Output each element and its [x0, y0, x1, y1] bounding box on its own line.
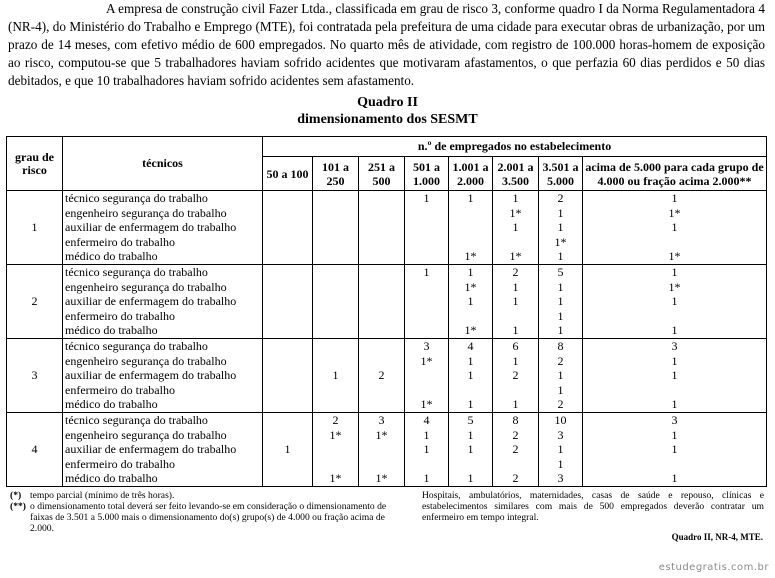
cell-value — [359, 383, 404, 398]
tecnico-label: médico do trabalho — [65, 249, 158, 264]
tecnico-label: auxiliar de enfermagem do trabalho — [65, 442, 237, 457]
cell-value — [359, 265, 404, 280]
value-cell — [263, 191, 313, 265]
cell-value: 1 — [671, 264, 678, 279]
cell-value: 1 — [467, 368, 474, 383]
cell-value — [405, 249, 448, 264]
cell-value: 1 — [671, 323, 678, 338]
cell-value — [449, 457, 492, 472]
cell-value: 5 — [467, 412, 474, 427]
cell-value: 1 — [557, 249, 564, 264]
cell-value — [263, 294, 312, 309]
cell-value: 1 — [284, 442, 291, 457]
cell-value — [263, 249, 312, 264]
cell-value — [263, 235, 312, 250]
value-cell — [263, 412, 313, 486]
cell-value: 1* — [464, 249, 477, 264]
tecnicos-cell — [63, 264, 263, 338]
cell-value: 2 — [512, 368, 519, 383]
quadro-subtitle: dimensionamento dos SESMT — [297, 112, 478, 127]
value-cell — [405, 264, 449, 338]
cell-value: 1 — [671, 427, 678, 442]
cell-value: 2 — [332, 412, 339, 427]
cell-value: 3 — [378, 412, 385, 427]
cell-value: 1* — [668, 205, 681, 220]
cell-value — [405, 323, 448, 338]
cell-value — [313, 397, 358, 412]
header-col-0: 50 a 100 — [263, 157, 313, 191]
tecnicos-cell — [63, 191, 263, 265]
header-grau: grau de risco — [7, 137, 63, 191]
cell-value: 3 — [557, 427, 564, 442]
cell-value — [263, 457, 312, 472]
cell-value — [263, 354, 312, 369]
cell-value — [493, 383, 538, 398]
cell-value — [493, 457, 538, 472]
tecnicos-cell — [63, 412, 263, 486]
tecnico-label: auxiliar de enfermagem do trabalho — [65, 294, 237, 309]
cell-value — [583, 457, 766, 472]
value-cell — [313, 191, 359, 265]
tecnico-label: técnico segurança do trabalho — [65, 338, 208, 353]
cell-value: 1* — [464, 279, 477, 294]
tecnico-label: enfermeiro do trabalho — [65, 308, 175, 323]
cell-value: 1 — [671, 220, 678, 235]
value-cell — [583, 338, 767, 412]
cell-value — [359, 220, 404, 235]
cell-value: 1 — [467, 191, 474, 205]
cell-value: 1 — [557, 382, 564, 397]
cell-value: 3 — [671, 412, 678, 427]
watermark: estudegratis.com.br — [658, 562, 769, 573]
cell-value — [359, 323, 404, 338]
cell-value: 1 — [467, 353, 474, 368]
tecnicos-cell — [63, 338, 263, 412]
tecnico-label: auxiliar de enfermagem do trabalho — [65, 368, 237, 383]
cell-value — [313, 191, 358, 206]
value-cell — [359, 264, 405, 338]
cell-value — [263, 339, 312, 354]
cell-value — [263, 265, 312, 280]
cell-value: 1 — [512, 279, 519, 294]
cell-value: 1 — [467, 397, 474, 412]
cell-value — [405, 309, 448, 324]
cell-value — [359, 249, 404, 264]
cell-value: 1* — [420, 353, 433, 368]
cell-value: 1 — [671, 442, 678, 457]
value-cell — [583, 264, 767, 338]
cell-value — [449, 220, 492, 235]
cell-value: 1 — [557, 456, 564, 471]
header-col-6: 3.501 a 5.000 — [539, 157, 583, 191]
value-cell — [449, 338, 493, 412]
cell-value: 1* — [668, 279, 681, 294]
cell-value: 1 — [557, 205, 564, 220]
header-group: n.º de empregados no estabelecimento — [263, 137, 767, 157]
cell-value: 1 — [467, 442, 474, 457]
cell-value: 1 — [512, 220, 519, 235]
cell-value: 1 — [423, 264, 430, 279]
value-cell — [313, 338, 359, 412]
tecnico-label: engenheiro segurança do trabalho — [65, 427, 227, 442]
intro-paragraph — [8, 0, 765, 90]
cell-value — [359, 294, 404, 309]
cell-value — [583, 309, 766, 324]
cell-value: 3 — [557, 471, 564, 486]
value-cell — [449, 191, 493, 265]
cell-value: 1 — [512, 191, 519, 205]
cell-value: 4 — [467, 338, 474, 353]
cell-value: 1 — [467, 264, 474, 279]
cell-value — [359, 442, 404, 457]
cell-value — [493, 309, 538, 324]
cell-value — [359, 354, 404, 369]
cell-value — [583, 383, 766, 398]
cell-value: 1 — [671, 368, 678, 383]
cell-value: 1* — [509, 205, 522, 220]
cell-value: 1 — [423, 191, 430, 205]
cell-value: 1 — [557, 308, 564, 323]
cell-value: 1* — [554, 234, 567, 249]
tecnico-label: engenheiro segurança do trabalho — [65, 205, 227, 220]
tecnico-label: enfermeiro do trabalho — [65, 234, 175, 249]
cell-value: 1 — [512, 397, 519, 412]
value-cell — [359, 191, 405, 265]
value-cell — [539, 264, 583, 338]
value-cell — [583, 191, 767, 265]
cell-value — [405, 235, 448, 250]
cell-value: 8 — [512, 412, 519, 427]
value-cell — [405, 412, 449, 486]
cell-value: 1 — [557, 368, 564, 383]
cell-value: 1 — [423, 471, 430, 486]
value-cell — [313, 412, 359, 486]
cell-value — [359, 280, 404, 295]
cell-value — [359, 339, 404, 354]
tecnico-label: técnico segurança do trabalho — [65, 191, 208, 205]
cell-value — [405, 383, 448, 398]
value-cell — [583, 412, 767, 486]
cell-value — [449, 206, 492, 221]
cell-value — [263, 368, 312, 383]
header-col-4: 1.001 a 2.000 — [449, 157, 493, 191]
cell-value — [405, 457, 448, 472]
cell-value: 1 — [671, 397, 678, 412]
cell-value — [405, 220, 448, 235]
cell-value — [263, 309, 312, 324]
tecnico-label: médico do trabalho — [65, 323, 158, 338]
cell-value: 8 — [557, 338, 564, 353]
cell-value — [313, 383, 358, 398]
cell-value: 2 — [557, 397, 564, 412]
value-cell — [493, 264, 539, 338]
cell-value: 2 — [512, 427, 519, 442]
cell-value: 1 — [671, 353, 678, 368]
cell-value: 1 — [467, 471, 474, 486]
header-col-1: 101 a 250 — [313, 157, 359, 191]
tecnico-label: enfermeiro do trabalho — [65, 382, 175, 397]
tecnico-label: enfermeiro do trabalho — [65, 456, 175, 471]
cell-value — [359, 457, 404, 472]
tecnico-label: auxiliar de enfermagem do trabalho — [65, 220, 237, 235]
cell-value — [313, 249, 358, 264]
value-cell — [449, 264, 493, 338]
cell-value — [583, 235, 766, 250]
cell-value — [263, 383, 312, 398]
value-cell — [539, 191, 583, 265]
cell-value — [313, 457, 358, 472]
cell-value: 1* — [375, 471, 388, 486]
cell-value — [313, 309, 358, 324]
header-col-5: 2.001 a 3.500 — [493, 157, 539, 191]
value-cell — [539, 338, 583, 412]
hospital-note: Hospitais, ambulatórios, maternidades, casas de saúde e repouso, clínicas e estabelecimentos similares com mais de 500 empregados deverão contratar um enfermeiro em tempo integral. — [422, 490, 764, 523]
cell-value — [263, 413, 312, 428]
cell-value: 10 — [554, 412, 567, 427]
source-caption: Quadro II, NR-4, MTE. — [671, 532, 763, 542]
cell-value: 2 — [378, 368, 385, 383]
footnote-1-symbol: (*) — [10, 490, 22, 501]
cell-value: 1 — [512, 294, 519, 309]
value-cell — [359, 412, 405, 486]
cell-value — [359, 309, 404, 324]
footnotes — [10, 490, 405, 534]
cell-value — [493, 235, 538, 250]
value-cell — [263, 338, 313, 412]
grau-risco-cell: 4 — [7, 412, 63, 486]
cell-value — [263, 323, 312, 338]
header-col-3: 501 a 1.000 — [405, 157, 449, 191]
cell-value — [263, 206, 312, 221]
cell-value: 1 — [467, 294, 474, 309]
tecnico-label: técnico segurança do trabalho — [65, 264, 208, 279]
cell-value — [405, 368, 448, 383]
cell-value — [359, 191, 404, 206]
cell-value: 1 — [512, 353, 519, 368]
cell-value — [313, 206, 358, 221]
cell-value — [359, 397, 404, 412]
value-cell — [493, 412, 539, 486]
cell-value: 2 — [512, 471, 519, 486]
footnote-2: o dimensionamento total deverá ser feito levando-se em consideração o dimensionamento de faixas de 3.501 a 5.000 mais o dimensionamento do(s) grupo(s) de 4.000 ou fração acima de 2.000. — [30, 501, 387, 534]
cell-value: 1 — [467, 427, 474, 442]
intro-text: A empresa de construção civil Fazer Ltda., classificada em grau de risco 3, conforme quadro I da Norma Regulamentadora 4 (NR-4), do Ministério do Trabalho e Emprego (MTE), foi contratada pela prefeitura de uma cidade para executar obras de urbanização, por um prazo de 14 meses, com efetivo médio de 600 empregados. No quarto mês de atividade, com registro de 100.000 horas-homem de exposição ao risco, computou-se que 5 trabalhadores haviam sofrido acidentes que motivaram afastamentos, o que perfazia 60 dias perdidos e 50 dias debitados, e que 10 trabalhadores haviam sofrido acidentes sem afastamento. — [8, 1, 765, 88]
value-cell — [493, 191, 539, 265]
cell-value — [263, 220, 312, 235]
header-col-7: acima de 5.000 para cada grupo de 4.000 ou fração acima 2.000** — [583, 157, 767, 191]
cell-value — [313, 235, 358, 250]
cell-value — [263, 428, 312, 443]
table-row — [7, 264, 767, 338]
value-cell — [313, 264, 359, 338]
cell-value: 1 — [423, 427, 430, 442]
cell-value: 1* — [375, 427, 388, 442]
cell-value — [313, 220, 358, 235]
quadro-title: Quadro II — [357, 95, 418, 110]
tecnico-label: engenheiro segurança do trabalho — [65, 279, 227, 294]
cell-value — [313, 339, 358, 354]
grau-risco-cell: 2 — [7, 264, 63, 338]
cell-value — [449, 383, 492, 398]
cell-value: 1 — [671, 191, 678, 205]
grau-risco-cell: 1 — [7, 191, 63, 265]
cell-value — [263, 471, 312, 486]
cell-value — [405, 206, 448, 221]
cell-value: 1 — [557, 279, 564, 294]
footnote-1: tempo parcial (mínimo de três horas). — [30, 490, 175, 501]
cell-value: 5 — [557, 264, 564, 279]
cell-value: 2 — [557, 191, 564, 205]
cell-value: 2 — [512, 442, 519, 457]
cell-value — [263, 397, 312, 412]
cell-value: 1 — [671, 294, 678, 309]
cell-value: 1 — [557, 220, 564, 235]
cell-value: 3 — [423, 338, 430, 353]
cell-value: 1 — [671, 471, 678, 486]
cell-value: 2 — [557, 353, 564, 368]
cell-value: 6 — [512, 338, 519, 353]
cell-value: 1 — [332, 368, 339, 383]
cell-value: 1 — [423, 442, 430, 457]
cell-value: 1* — [420, 397, 433, 412]
value-cell — [493, 338, 539, 412]
table-row — [7, 338, 767, 412]
cell-value — [313, 265, 358, 280]
cell-value — [449, 309, 492, 324]
tecnico-label: técnico segurança do trabalho — [65, 412, 208, 427]
cell-value — [405, 294, 448, 309]
cell-value: 1* — [509, 249, 522, 264]
cell-value: 2 — [512, 264, 519, 279]
value-cell — [405, 338, 449, 412]
cell-value: 3 — [671, 338, 678, 353]
cell-value — [313, 354, 358, 369]
value-cell — [359, 338, 405, 412]
cell-value — [313, 280, 358, 295]
value-cell — [263, 264, 313, 338]
cell-value — [313, 294, 358, 309]
header-col-2: 251 a 500 — [359, 157, 405, 191]
sesmt-table — [6, 136, 767, 487]
cell-value: 1* — [668, 249, 681, 264]
cell-value — [313, 442, 358, 457]
cell-value: 1 — [557, 294, 564, 309]
grau-risco-cell: 3 — [7, 338, 63, 412]
table-row — [7, 191, 767, 265]
cell-value: 1 — [557, 323, 564, 338]
header-tecnicos: técnicos — [63, 137, 263, 191]
footnote-2-symbol: (**) — [10, 501, 26, 512]
cell-value — [359, 206, 404, 221]
cell-value: 1* — [464, 323, 477, 338]
cell-value — [405, 280, 448, 295]
cell-value: 1 — [557, 442, 564, 457]
value-cell — [539, 412, 583, 486]
tecnico-label: médico do trabalho — [65, 471, 158, 486]
value-cell — [405, 191, 449, 265]
cell-value — [313, 323, 358, 338]
cell-value — [449, 235, 492, 250]
value-cell — [449, 412, 493, 486]
cell-value — [263, 191, 312, 206]
tecnico-label: médico do trabalho — [65, 397, 158, 412]
cell-value: 4 — [423, 412, 430, 427]
cell-value: 1 — [512, 323, 519, 338]
tecnico-label: engenheiro segurança do trabalho — [65, 353, 227, 368]
cell-value: 1* — [329, 427, 342, 442]
cell-value — [359, 235, 404, 250]
cell-value — [263, 280, 312, 295]
cell-value: 1* — [329, 471, 342, 486]
table-row — [7, 412, 767, 486]
